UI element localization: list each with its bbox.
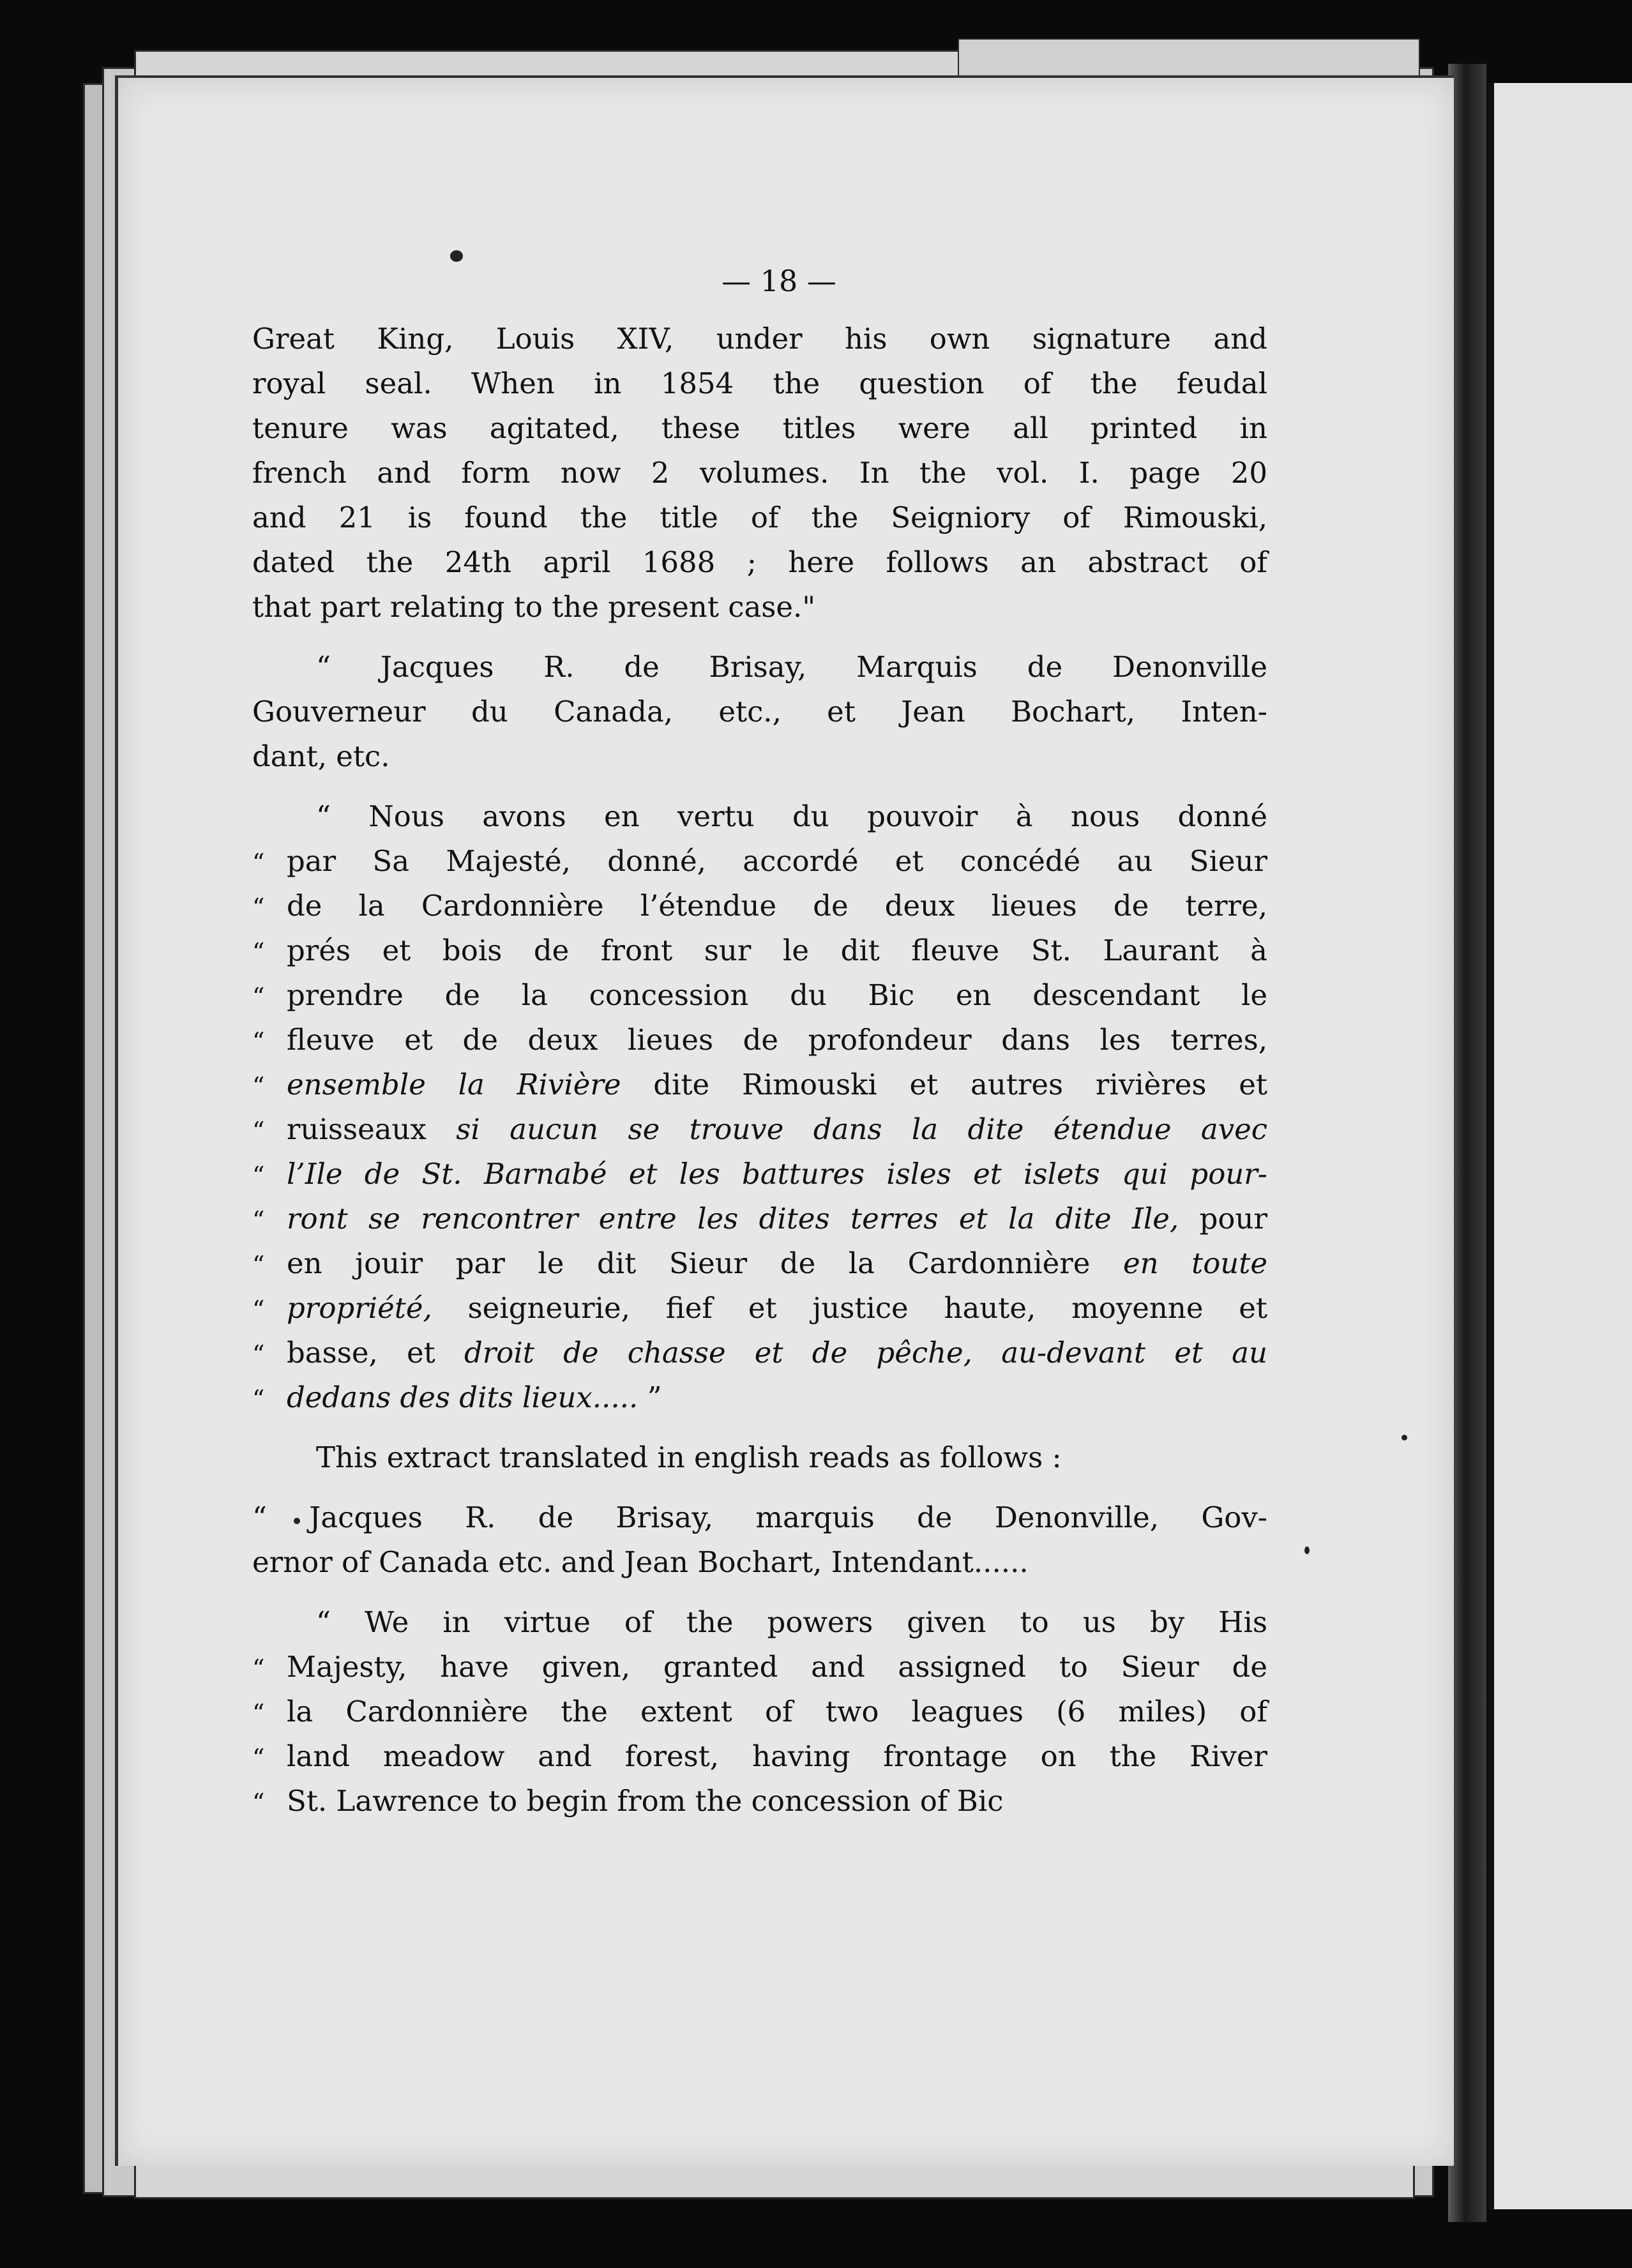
quote-mark: “ bbox=[252, 983, 265, 1011]
italic-text: l’Ile de St. Barnabé et les battures isles et islets qui pour- bbox=[287, 1157, 1267, 1191]
quote-mark: “ bbox=[252, 1251, 265, 1279]
paragraph bbox=[252, 1495, 1267, 1585]
text-line bbox=[252, 928, 1267, 973]
quote-mark: “ bbox=[252, 1117, 265, 1145]
body-text bbox=[252, 317, 1267, 1824]
paragraph bbox=[252, 1435, 1267, 1480]
text-line bbox=[252, 1331, 1267, 1375]
text-line bbox=[252, 839, 1267, 884]
text-run: prendre de la concession du Bic en descendant le bbox=[287, 978, 1267, 1012]
text-line bbox=[252, 884, 1267, 928]
paragraph-gap bbox=[252, 779, 1267, 794]
text-line bbox=[252, 1107, 1267, 1152]
quote-mark: “ bbox=[252, 1744, 265, 1772]
page-number: — 18 — bbox=[722, 264, 836, 298]
text-line: Great King, Louis XIV, under his own signature and bbox=[252, 322, 1267, 356]
italic-text: si aucun se trouve dans la dite étendue avec bbox=[456, 1112, 1267, 1146]
ink-speck bbox=[1304, 1546, 1310, 1554]
text-line: Gouverneur du Canada, etc., et Jean Bochart, Inten- bbox=[252, 695, 1267, 729]
text-line: dant, etc. bbox=[252, 739, 390, 773]
facing-page bbox=[1488, 83, 1632, 2209]
paragraph-gap bbox=[252, 1585, 1267, 1600]
text-line bbox=[252, 1779, 1267, 1824]
text-run: St. Lawrence to begin from the concession of Bic bbox=[287, 1784, 1004, 1818]
quote-mark: “ bbox=[252, 1340, 265, 1368]
quote-mark: “ bbox=[252, 1072, 265, 1100]
italic-text: ensemble la Rivière bbox=[287, 1068, 621, 1101]
paragraph bbox=[252, 1600, 1267, 1824]
italic-text: dedans des dits lieux..... bbox=[287, 1380, 638, 1414]
paragraph-gap bbox=[252, 630, 1267, 645]
italic-text: ront se rencontrer entre les dites terres et la dite Ile, bbox=[287, 1202, 1179, 1236]
text-run: par Sa Majesté, donné, accordé et concédé au Sieur bbox=[287, 844, 1267, 878]
quote-mark: “ bbox=[252, 1699, 265, 1727]
text-line bbox=[252, 973, 1267, 1018]
page-text bbox=[252, 262, 1267, 1824]
text-run: pour bbox=[1179, 1202, 1267, 1236]
quote-mark: “ bbox=[252, 893, 265, 921]
text-run: Majesty, have given, granted and assigned to Sieur de bbox=[287, 1650, 1267, 1684]
quote-mark: “ bbox=[252, 849, 265, 877]
text-run: en jouir par le dit Sieur de la Cardonnière bbox=[287, 1246, 1123, 1280]
text-run: “ We in virtue of the powers given to us by His bbox=[316, 1605, 1267, 1639]
italic-text: en toute bbox=[1122, 1246, 1267, 1280]
text-line bbox=[252, 1018, 1267, 1062]
quote-mark: “ bbox=[252, 1161, 265, 1190]
text-line: that part relating to the present case." bbox=[252, 590, 816, 624]
text-line bbox=[252, 1600, 1267, 1645]
quote-mark: “ bbox=[252, 1385, 265, 1413]
text-line bbox=[252, 1375, 1267, 1420]
text-line: ernor of Canada etc. and Jean Bochart, Intendant...... bbox=[252, 1545, 1029, 1579]
text-line: dated the 24th april 1688 ; here follows an abstract of bbox=[252, 545, 1267, 579]
text-run: fleuve et de deux lieues de profondeur dans les terres, bbox=[287, 1023, 1267, 1057]
quote-mark: “ bbox=[252, 938, 265, 966]
text-run: ruisseaux bbox=[287, 1112, 457, 1146]
text-run: seigneurie, fief et justice haute, moyenne et bbox=[432, 1291, 1267, 1325]
text-line bbox=[252, 794, 1267, 839]
quote-mark: “ bbox=[252, 1654, 265, 1682]
text-line: “ Jacques R. de Brisay, marquis de Denonville, Gov- bbox=[252, 1501, 1267, 1534]
text-line bbox=[252, 1286, 1267, 1331]
paragraph-gap bbox=[252, 1420, 1267, 1435]
quote-mark: “ bbox=[252, 1296, 265, 1324]
text-line bbox=[252, 1690, 1267, 1734]
paragraph bbox=[252, 645, 1267, 779]
page-edge bbox=[958, 38, 1420, 79]
paragraph bbox=[252, 794, 1267, 1420]
text-run: ” bbox=[638, 1380, 662, 1414]
text-line: This extract translated in english reads as follows : bbox=[316, 1440, 1062, 1474]
ink-speck bbox=[1402, 1435, 1407, 1440]
text-line: royal seal. When in 1854 the question of the feudal bbox=[252, 367, 1267, 400]
quote-mark: “ bbox=[252, 1788, 265, 1817]
text-run: dite Rimouski et autres rivières et bbox=[621, 1068, 1267, 1101]
italic-text: droit de chasse et de pêche, au-devant et au bbox=[464, 1336, 1267, 1370]
italic-text: propriété, bbox=[287, 1291, 432, 1325]
text-run: land meadow and forest, having frontage on the River bbox=[287, 1739, 1267, 1773]
text-line bbox=[252, 1197, 1267, 1241]
text-line: and 21 is found the title of the Seigniory of Rimouski, bbox=[252, 501, 1267, 534]
text-line bbox=[252, 1645, 1267, 1690]
text-line bbox=[252, 1152, 1267, 1197]
text-line bbox=[252, 1734, 1267, 1779]
text-line bbox=[252, 1062, 1267, 1107]
text-line: “ Jacques R. de Brisay, Marquis de Denonville bbox=[316, 650, 1267, 684]
text-run: basse, et bbox=[287, 1336, 464, 1370]
text-run: de la Cardonnière l’étendue de deux lieues de terre, bbox=[287, 889, 1267, 923]
paragraph bbox=[252, 317, 1267, 630]
text-run: la Cardonnière the extent of two leagues (6 miles) of bbox=[287, 1695, 1267, 1728]
text-line bbox=[252, 1241, 1267, 1286]
quote-mark: “ bbox=[252, 1206, 265, 1234]
text-line: tenure was agitated, these titles were all printed in bbox=[252, 411, 1267, 445]
text-line: french and form now 2 volumes. In the vol. I. page 20 bbox=[252, 456, 1267, 490]
ink-speck bbox=[450, 250, 463, 262]
paragraph-gap bbox=[252, 1480, 1267, 1495]
quote-mark: “ bbox=[252, 1027, 265, 1055]
text-run: “ Nous avons en vertu du pouvoir à nous donné bbox=[316, 799, 1267, 833]
book-spine bbox=[1448, 64, 1486, 2222]
text-run: prés et bois de front sur le dit fleuve St. Laurant à bbox=[287, 934, 1267, 967]
